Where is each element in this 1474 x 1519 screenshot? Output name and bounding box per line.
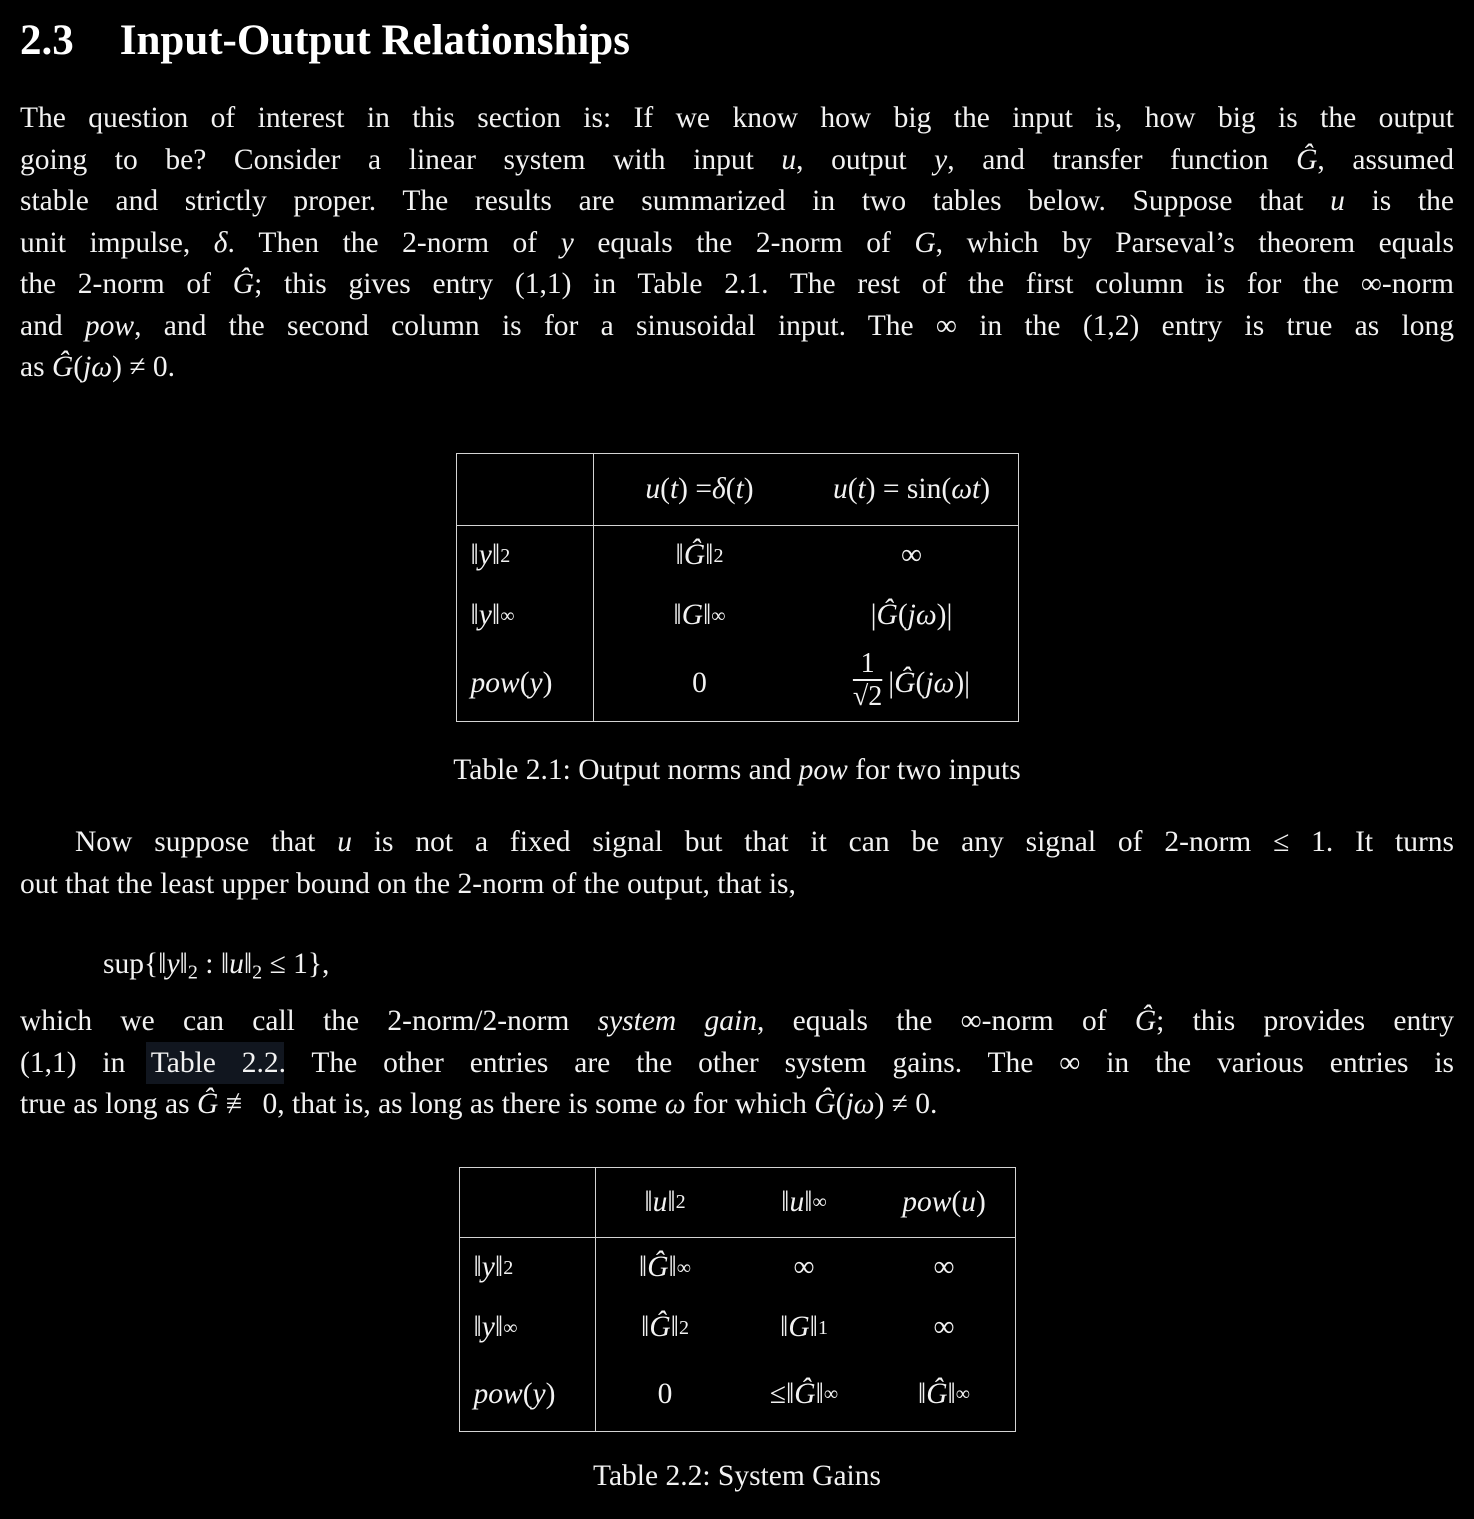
text-run: sup{	[103, 948, 159, 980]
display-equation	[20, 940, 1454, 988]
text-run: )|	[936, 599, 953, 631]
text-run: u	[832, 472, 848, 505]
text-run: jω	[845, 1088, 875, 1120]
text-line	[20, 306, 1454, 348]
t2-cell-powy-uinf: ≤ ‖ Ĝ ‖ ∞	[769, 1377, 839, 1410]
text-run: Table 2.1: Output norms and	[453, 753, 799, 786]
text-run: Ĝ	[894, 666, 916, 699]
text-run: is not a fixed signal but that it can be any signal of 2-norm ≤ 1. It turns	[352, 826, 1454, 858]
text-run: (	[725, 472, 736, 505]
text-run: (	[951, 1185, 962, 1218]
text-run: . The other entries are the other system gains. The ∞ in the various entries is	[278, 1046, 1455, 1079]
text-run: ‖	[786, 1377, 795, 1410]
text-run: ) =	[678, 472, 713, 505]
text-run: :	[197, 948, 221, 980]
text-run: ∞	[900, 539, 923, 571]
text-run: ≤	[769, 1377, 786, 1410]
text-run: )	[545, 1377, 556, 1410]
text-run: y	[481, 1311, 495, 1343]
text-line	[20, 1043, 1454, 1085]
text-run: )|	[954, 666, 971, 699]
text-run: for two inputs	[847, 753, 1021, 786]
paragraph-1	[20, 98, 1454, 389]
text-run: (	[847, 472, 858, 505]
text-run: u	[961, 1185, 976, 1218]
fraction	[853, 648, 882, 713]
text-run: 0	[657, 1377, 673, 1410]
t2-cell-y2-powu	[874, 1238, 1015, 1298]
t1-cell-yinf-impulse: ‖ G ‖ ∞	[673, 599, 726, 631]
text-run: ≤ 1},	[262, 948, 330, 980]
text-run: pow	[798, 753, 848, 786]
text-run: (1,1) in	[20, 1046, 151, 1079]
text-run: ; this provides entry	[1156, 1005, 1454, 1037]
text-run: Ĝ	[1296, 143, 1318, 176]
text-run: Ĝ	[647, 1251, 669, 1283]
text-run: t	[857, 472, 866, 505]
t2-cell-yinf-uinf: ‖ G ‖ 1	[780, 1311, 828, 1343]
text-run: ‖	[780, 1311, 789, 1343]
text-run: pow	[84, 309, 135, 342]
text-run: y	[560, 226, 574, 259]
text-run: )	[743, 472, 754, 505]
text-run: u	[337, 826, 352, 858]
text-run: ≢ 0, that is, as long as there is some	[218, 1088, 665, 1120]
text-run: (	[522, 1377, 533, 1410]
t2-cell-y2-u2: ‖ Ĝ ‖ ∞	[638, 1251, 692, 1283]
text-run: ‖	[638, 1251, 648, 1283]
t1-cell-powy-sinusoid	[806, 646, 1018, 721]
text-run: 2	[252, 961, 263, 984]
t1-row-label-powy	[457, 646, 594, 721]
t2-corner-cell	[460, 1168, 596, 1238]
text-run: 1	[860, 647, 875, 679]
t2-cell-yinf-u2: ‖ Ĝ ‖ 2	[641, 1311, 689, 1343]
text-run: ‖	[179, 948, 188, 980]
text-run: ‖	[473, 1251, 482, 1283]
text-run: y	[478, 539, 492, 571]
t2-row-label-powy	[460, 1358, 596, 1431]
text-run: for which	[685, 1088, 815, 1120]
text-run: ‖	[705, 539, 714, 571]
text-run: (	[897, 599, 908, 631]
text-run: u	[229, 948, 244, 980]
text-run: Table 2.2: System Gains	[593, 1459, 881, 1492]
t2-row-label-y2: ‖ y ‖ 2	[460, 1238, 596, 1298]
text-run: ‖	[809, 1311, 818, 1343]
text-run: equals the 2-norm of	[573, 226, 915, 259]
t2-header-uinf: ‖ u ‖ ∞	[735, 1168, 874, 1238]
t1-cell-y2-sinusoid	[806, 526, 1018, 586]
text-run: ‖	[703, 599, 712, 631]
t2-row-label-yinf: ‖ y ‖ ∞	[460, 1298, 596, 1358]
text-line	[20, 864, 1454, 906]
text-run: y	[481, 1251, 495, 1283]
text-run: t	[669, 472, 679, 505]
text-run: √2	[852, 681, 883, 712]
text-run: true as long as	[20, 1088, 197, 1120]
text-run: 2	[187, 961, 198, 984]
text-run: . Then the 2-norm of	[227, 226, 561, 259]
text-run: y	[478, 599, 492, 631]
table-2-1	[456, 453, 1019, 722]
paragraph-2	[20, 822, 1454, 905]
text-run: Ĝ	[683, 539, 706, 571]
text-run: |	[888, 666, 895, 699]
text-run: ‖	[781, 1185, 790, 1218]
text-run: ) ≠ 0.	[112, 351, 176, 383]
t1-cell-y2-impulse: ‖ Ĝ ‖ 2	[675, 539, 724, 571]
text-run: G	[788, 1311, 810, 1343]
paragraph-3	[20, 1001, 1454, 1126]
text-line	[20, 822, 1454, 864]
table-2-1-container	[20, 389, 1454, 722]
text-run: ‖	[815, 1377, 824, 1410]
text-run: )	[975, 1185, 986, 1218]
text-run: t	[735, 472, 744, 505]
text-run: , assumed	[1317, 143, 1454, 176]
text-run: y	[529, 666, 543, 699]
t1-cell-powy-impulse	[594, 646, 806, 721]
text-run: ‖	[947, 1377, 956, 1410]
text-run: ‖	[158, 948, 167, 980]
text-run: ‖	[494, 1311, 504, 1343]
text-run: u	[789, 1185, 805, 1218]
text-line	[20, 1084, 1454, 1126]
text-run: , equals the ∞-norm of	[756, 1005, 1135, 1037]
t1-header-sinusoid	[806, 454, 1018, 526]
table-2-2-container	[20, 1126, 1454, 1432]
text-run: δ	[213, 226, 228, 259]
text-run: u	[781, 143, 797, 176]
text-line	[20, 181, 1454, 223]
text-run: ‖	[644, 1185, 653, 1218]
text-run: ∞	[933, 1311, 955, 1343]
table-2-1-caption	[20, 750, 1454, 792]
t2-cell-powy-u2	[596, 1358, 735, 1431]
text-run: ωt	[951, 472, 981, 505]
text-line	[20, 264, 1454, 306]
text-run: ) = sin(	[865, 472, 952, 505]
section-number: 2.3	[20, 17, 74, 64]
text-run: Ĝ	[51, 351, 74, 383]
text-run: y	[166, 948, 180, 980]
text-run: jω	[925, 666, 955, 699]
text-line	[20, 1001, 1454, 1043]
text-run: u	[1330, 185, 1345, 217]
t2-header-powu	[874, 1168, 1015, 1238]
t2-cell-powy-powu: ‖ Ĝ ‖ ∞	[917, 1377, 971, 1410]
text-run: ‖	[667, 1185, 676, 1218]
table-2-2-link[interactable]: Table 2.2	[150, 1046, 279, 1079]
text-run: Ĝ	[649, 1311, 671, 1343]
text-run: ‖	[491, 539, 501, 571]
text-run: ‖	[220, 948, 230, 980]
text-run: pow	[902, 1185, 952, 1218]
text-run: Ĝ	[232, 268, 255, 300]
t1-cell-yinf-sinusoid	[806, 586, 1018, 646]
text-run: ‖	[673, 599, 682, 631]
text-run: as	[20, 351, 52, 383]
text-run: going to be? Consider a linear system with input	[20, 143, 782, 176]
text-run: ‖	[470, 599, 479, 631]
t2-cell-yinf-powu	[874, 1298, 1015, 1358]
t1-row-label-y2: ‖ y ‖ 2	[457, 526, 594, 586]
t2-cell-y2-uinf	[735, 1238, 874, 1298]
text-run: ‖	[494, 1251, 504, 1283]
text-run: ‖	[675, 539, 684, 571]
text-run: which we can call the 2-norm/2-norm	[20, 1005, 598, 1037]
text-run: , output	[796, 143, 935, 176]
text-run: (	[73, 351, 84, 383]
text-run: the 2-norm of	[20, 268, 233, 300]
t1-header-impulse	[594, 454, 806, 526]
section-heading	[20, 12, 1454, 65]
text-run: u	[645, 472, 661, 505]
text-run: jω	[907, 599, 937, 631]
text-run: G	[681, 599, 703, 631]
text-line	[20, 223, 1454, 265]
text-run: and	[20, 309, 85, 342]
fraction-numerator	[853, 648, 882, 679]
text-run: Now suppose that	[75, 826, 338, 858]
text-run: system gain	[597, 1005, 757, 1037]
text-run: (	[835, 1088, 846, 1120]
text-run: u	[652, 1185, 668, 1218]
text-run: out that the least upper bound on the 2-norm of the output, that is,	[20, 867, 796, 900]
text-run: ) ≠ 0.	[874, 1088, 938, 1120]
text-run: , and the second column is for a sinusoidal input. The ∞ in the (1,2) entry is true as long	[134, 309, 1454, 342]
text-run: y	[934, 143, 948, 176]
text-run: ‖	[243, 948, 253, 980]
text-run: (	[915, 666, 926, 699]
text-run: y	[532, 1377, 546, 1410]
text-run: )	[542, 666, 553, 699]
text-run: is the	[1344, 185, 1454, 217]
table-2-2-caption	[20, 1456, 1454, 1498]
text-line	[20, 347, 1454, 389]
text-run: G	[914, 226, 936, 259]
text-run: Ĝ	[814, 1088, 836, 1120]
text-run: ; this gives entry (1,1) in Table 2.1. The rest of the first column is for the ∞-norm	[254, 268, 1454, 300]
text-run: ‖	[641, 1311, 650, 1343]
text-run: pow	[470, 666, 520, 699]
text-run: , which by Parseval’s theorem equals	[935, 226, 1454, 259]
text-line	[20, 98, 1454, 140]
text-run: Ĝ	[794, 1377, 816, 1410]
text-run: Ĝ	[876, 599, 898, 631]
t1-corner-cell	[457, 454, 594, 526]
text-run: (	[660, 472, 670, 505]
text-run: 0	[692, 666, 707, 699]
text-run: (	[519, 666, 530, 699]
text-run: )	[980, 472, 991, 505]
text-run: ‖	[670, 1311, 679, 1343]
text-run: pow	[473, 1377, 523, 1410]
text-run: ‖	[917, 1377, 927, 1410]
fraction-denominator	[853, 679, 882, 712]
text-run: jω	[83, 351, 113, 383]
text-run: Ĝ	[926, 1377, 948, 1410]
text-run: stable and strictly proper. The results are summarized in two tables below. Suppose that	[20, 185, 1331, 217]
text-run: δ	[712, 472, 726, 505]
text-run: Ĝ	[196, 1088, 219, 1120]
text-run: , and transfer function	[947, 143, 1297, 176]
section-title: Input-Output Relationships	[119, 17, 630, 64]
text-run: ‖	[668, 1251, 677, 1283]
text-run: ‖	[804, 1185, 813, 1218]
text-run: ‖	[470, 539, 479, 571]
text-run: Ĝ	[1134, 1005, 1157, 1037]
text-run: |	[870, 599, 877, 631]
text-run: ‖	[491, 599, 501, 631]
text-run: ‖	[473, 1311, 482, 1343]
text-run: ω	[664, 1088, 686, 1120]
t2-header-u2: ‖ u ‖ 2	[596, 1168, 735, 1238]
t1-row-label-yinf: ‖ y ‖ ∞	[457, 586, 594, 646]
text-run: ∞	[933, 1251, 955, 1283]
text-line	[20, 140, 1454, 182]
text-run: unit impulse,	[20, 226, 214, 259]
table-2-2	[459, 1167, 1016, 1432]
text-run: ∞	[793, 1251, 815, 1283]
text-run: The question of interest in this section is: If we know how big the input is, how big is the output	[20, 102, 1454, 134]
